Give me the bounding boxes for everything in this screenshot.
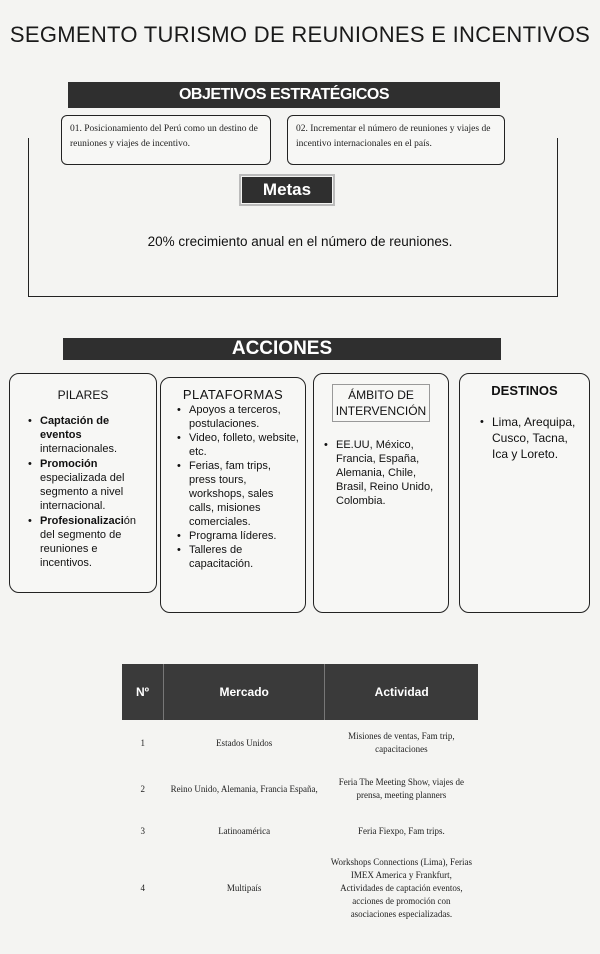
- metas-label: Metas: [242, 177, 332, 203]
- cell-mercado: Estados Unidos: [216, 737, 273, 748]
- plataforma-item: • Video, folleto, website, etc.: [175, 431, 299, 459]
- pilar-item-bold: Captación de eventos: [40, 415, 110, 441]
- pilar-item: [26, 414, 148, 456]
- pilar-item-text: ón del segmento de reuniones e incentivos.: [40, 515, 137, 569]
- plataforma-item: • Apoyos a terceros, postulaciones.: [175, 403, 299, 431]
- objectives-header: OBJETIVOS ESTRATÉGICOS: [68, 82, 500, 108]
- plataforma-item: • Ferias, fam trips, press tours, workshops, sales calls, misiones comerciales.: [175, 459, 299, 529]
- header-number: Nº: [122, 664, 164, 720]
- market-table: [122, 664, 478, 926]
- pilar-item: [26, 457, 148, 513]
- objective-2: 02. Incrementar el número de reuniones y viajes de incentivo internacionales en el país.: [287, 115, 505, 165]
- plataformas-card: [160, 377, 306, 613]
- cell-actividad: Misiones de ventas, Fam trip, capacitaciones: [348, 731, 455, 754]
- destino-item: • Lima, Arequipa, Cusco, Tacna, Ica y Loreto.: [478, 414, 583, 462]
- pilares-card: [9, 373, 157, 593]
- pilar-item: [26, 514, 148, 570]
- cell-mercado: Multipaís: [226, 882, 262, 893]
- table-header-row: [122, 664, 478, 720]
- cell-number: 2: [140, 783, 146, 794]
- destinos-title: DESTINOS: [491, 383, 558, 398]
- table-row: [122, 720, 478, 766]
- table-row: [122, 850, 478, 926]
- acciones-header: ACCIONES: [63, 338, 501, 360]
- destinos-card: [459, 373, 590, 613]
- pilar-item-text: internacionales.: [40, 443, 118, 455]
- cell-actividad: Feria The Meeting Show, viajes de prensa, meeting planners: [338, 777, 465, 800]
- pilar-item-bold: Profesionalizaci: [40, 515, 124, 527]
- pilar-item-text: especializada del segmento a nivel internacional.: [40, 472, 125, 512]
- plataformas-title: PLATAFORMAS: [182, 387, 284, 402]
- ambito-title: ÁMBITO DE INTERVENCIÓN: [332, 384, 430, 422]
- cell-mercado: Reino Unido, Alemania, Francia España,: [170, 783, 318, 794]
- cell-number: 4: [140, 882, 146, 893]
- cell-mercado: Latinoamérica: [218, 825, 271, 836]
- metas-text: 20% crecimiento anual en el número de reuniones.: [147, 234, 453, 249]
- pilar-item-bold: Promoción: [40, 458, 98, 470]
- plataforma-item: • Programa líderes.: [175, 529, 299, 543]
- plataforma-item: • Talleres de capacitación.: [175, 543, 299, 571]
- header-mercado: Mercado: [164, 664, 325, 720]
- table-row: [122, 766, 478, 812]
- cell-actividad: Feria Fiexpo, Fam trips.: [358, 825, 445, 836]
- pilares-title: PILARES: [57, 388, 109, 402]
- header-actividad: Actividad: [325, 664, 478, 720]
- cell-actividad: Workshops Connections (Lima), Ferias IMEX America y Frankfurt, Actividades de captación eventos, acciones de promoción con asociaciones especializadas.: [330, 856, 473, 919]
- cell-number: 1: [140, 737, 146, 748]
- objective-1: 01. Posicionamiento del Perú como un destino de reuniones y viajes de incentivo.: [61, 115, 271, 165]
- page-title: SEGMENTO TURISMO DE REUNIONES E INCENTIVOS: [9, 22, 591, 47]
- ambito-card: [313, 373, 449, 613]
- ambito-item: • EE.UU, México, Francia, España, Alemania, Chile, Brasil, Reino Unido, Colombia.: [322, 438, 442, 508]
- table-row: [122, 812, 478, 850]
- cell-number: 3: [140, 825, 146, 836]
